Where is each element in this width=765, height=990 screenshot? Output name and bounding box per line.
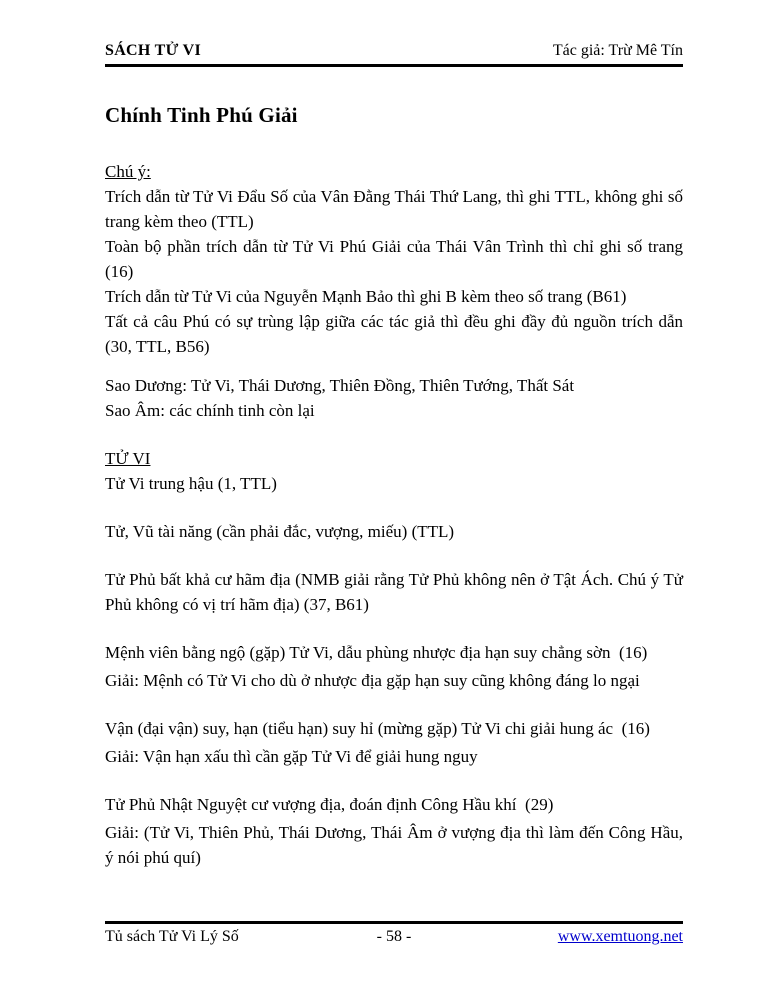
phu-entry	[105, 716, 683, 769]
tu-vi-heading: TỬ VI	[105, 449, 151, 468]
section-notes	[105, 159, 683, 359]
phu-line: Mệnh viên bằng ngộ (gặp) Tử Vi, dẫu phùng nhược địa hạn suy chẳng sờn (16)	[105, 643, 648, 662]
phu-line: Tử, Vũ tài năng (cần phải đắc, vượng, miếu) (TTL)	[105, 522, 455, 541]
notes-heading: Chú ý:	[105, 162, 151, 181]
footer-website-link[interactable]: www.xemtuong.net	[557, 928, 683, 945]
phu-explanation: Giải: Mệnh có Tử Vi cho dù ở nhược địa gặp hạn suy cũng không đáng lo ngại	[105, 671, 640, 690]
footer-series-title: Tủ sách Tử Vi Lý Số	[105, 928, 239, 945]
phu-entry	[105, 640, 683, 693]
phu-line: Tử Phủ bất khả cư hãm địa (NMB giải rằng Tử Phủ không nên ở Tật Ách. Chú ý Tử Phủ không có vị trí hãm địa) (37, B61)	[105, 570, 683, 614]
phu-explanation: Giải: Vận hạn xấu thì cần gặp Tử Vi để giải hung nguy	[105, 747, 478, 766]
note-paragraph: Tất cả câu Phú có sự trùng lập giữa các tác giả thì đều ghi đầy đủ nguồn trích dẫn (30, TTL, B56)	[105, 312, 683, 356]
note-paragraph: Trích dẫn từ Tử Vi của Nguyễn Mạnh Bảo thì ghi B kèm theo số trang (B61)	[105, 287, 627, 306]
header-book-title: SÁCH TỬ VI	[105, 42, 202, 59]
phu-line: Vận (đại vận) suy, hạn (tiểu hạn) suy hỉ (mừng gặp) Tử Vi chi giải hung ác (16)	[105, 719, 650, 738]
header-author: Tác giả: Trừ Mê Tín	[552, 42, 683, 59]
section-star-groups	[105, 373, 683, 423]
footer-page-number: - 58 -	[376, 928, 412, 945]
phu-entry	[105, 792, 683, 870]
star-yang-line: Sao Dương: Tử Vi, Thái Dương, Thiên Đồng, Thiên Tướng, Thất Sát	[105, 376, 575, 395]
page-footer	[105, 921, 683, 946]
phu-entry	[105, 519, 683, 544]
page-header	[105, 0, 683, 67]
section-tu-vi	[105, 446, 683, 496]
note-paragraph: Toàn bộ phần trích dẫn từ Tử Vi Phú Giải của Thái Vân Trình thì chỉ ghi số trang (16)	[105, 237, 683, 281]
document-body	[105, 159, 683, 870]
phu-explanation: Giải: (Tử Vi, Thiên Phủ, Thái Dương, Thái Âm ở vượng địa thì làm đến Công Hầu, ý nói phú quí)	[105, 823, 683, 867]
phu-line: Tử Phủ Nhật Nguyệt cư vượng địa, đoán định Công Hầu khí (29)	[105, 795, 554, 814]
note-paragraph: Trích dẫn từ Tử Vi Đẩu Số của Vân Đằng Thái Thứ Lang, thì ghi TTL, không ghi số trang kèm theo (TTL)	[105, 187, 683, 231]
phu-entry	[105, 567, 683, 617]
star-yin-line: Sao Âm: các chính tinh còn lại	[105, 401, 315, 420]
page-title: Chính Tinh Phú Giải	[105, 103, 298, 127]
phu-line: Tử Vi trung hậu (1, TTL)	[105, 474, 277, 493]
